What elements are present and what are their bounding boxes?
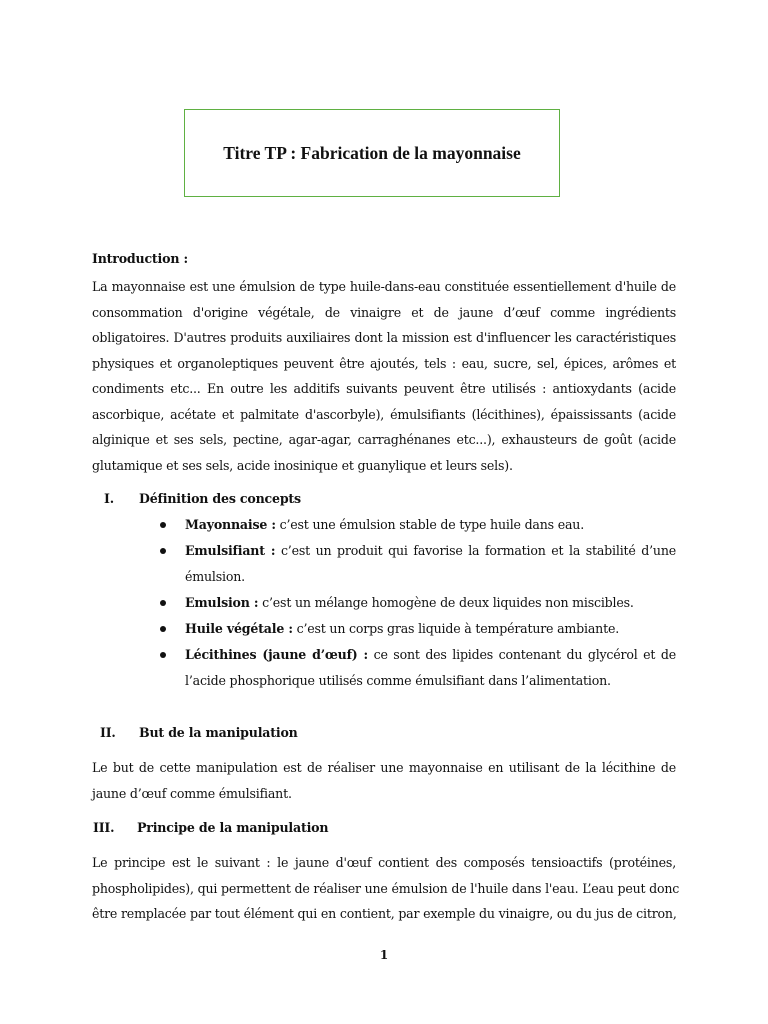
bullet-icon xyxy=(160,600,166,606)
paragraph-line: Le but de cette manipulation est de réaliser une mayonnaise en utilisant de la lécithine de xyxy=(92,760,676,775)
section-2-numeral: II. xyxy=(100,725,116,740)
intro-line: La mayonnaise est une émulsion de type huile-dans-eau constituée essentiellement d'huile de xyxy=(92,279,676,294)
definition-text: ce sont des lipides contenant du glycérol et de xyxy=(368,647,676,662)
definition-text: c’est un corps gras liquide à température ambiante. xyxy=(292,621,619,636)
paragraph-line: phospholipides), qui permettent de réaliser une émulsion de l'huile dans l'eau. L’eau peut donc xyxy=(92,880,680,896)
definition-term: Emulsion : xyxy=(185,595,259,610)
intro-line: obligatoires. D'autres produits auxiliaires dont la mission est d'influencer les caractéristiques xyxy=(92,330,676,345)
page-number: 1 xyxy=(379,948,389,962)
section-3-paragraph xyxy=(92,850,680,927)
definition-term: Huile végétale : xyxy=(185,621,293,636)
definition-text: c’est une émulsion stable de type huile dans eau. xyxy=(275,517,584,532)
section-3-numeral: III. xyxy=(93,820,115,835)
intro-line: consommation d'origine végétale, de vinaigre et de jaune d’œuf comme ingrédients xyxy=(92,304,676,320)
bullet-icon xyxy=(160,652,166,658)
bullet-icon xyxy=(160,548,166,554)
intro-line: ascorbique, acétate et palmitate d'ascorbyle), émulsifiants (lécithines), épaississants (acide xyxy=(92,406,676,422)
section-1-heading: Définition des concepts xyxy=(139,491,301,506)
list-item xyxy=(158,590,676,616)
intro-line: condiments etc... En outre les additifs suivants peuvent être utilisés : antioxydants (acide xyxy=(92,381,676,396)
intro-line: alginique et ses sels, pectine, agar-agar, carraghénanes etc...), exhausteurs de goût (acide xyxy=(92,432,676,447)
definition-text: c’est un mélange homogène de deux liquides non miscibles. xyxy=(258,595,634,610)
list-item xyxy=(158,538,676,590)
title-box xyxy=(184,109,560,197)
list-item xyxy=(158,642,676,694)
definition-text: c’est un produit qui favorise la formation et la stabilité d’une xyxy=(275,543,676,558)
intro-line: physiques et organoleptiques peuvent être ajoutés, tels : eau, sucre, sel, épices, arômes et xyxy=(92,355,676,371)
list-item xyxy=(158,512,676,538)
section-2-paragraph xyxy=(92,755,676,806)
definition-term: Lécithines (jaune d’œuf) : xyxy=(185,647,368,662)
section-3-heading: Principe de la manipulation xyxy=(137,820,329,835)
document-title: Titre TP : Fabrication de la mayonnaise xyxy=(223,142,521,163)
definition-term: Mayonnaise : xyxy=(185,517,276,532)
definitions-list xyxy=(158,512,676,694)
section-2-heading: But de la manipulation xyxy=(139,725,298,740)
intro-line: glutamique et ses sels, acide inosinique et guanylique et leurs sels). xyxy=(92,457,513,473)
paragraph-line: être remplacée par tout élément qui en contient, par exemple du vinaigre, ou du jus de citron, xyxy=(92,906,677,921)
list-item xyxy=(158,616,676,642)
bullet-icon xyxy=(160,626,166,632)
paragraph-line: jaune d’œuf comme émulsifiant. xyxy=(92,785,292,801)
definition-text: l’acide phosphorique utilisés comme émulsifiant dans l’alimentation. xyxy=(185,673,611,688)
intro-paragraph xyxy=(92,274,676,478)
definition-term: Emulsifiant : xyxy=(185,543,276,558)
definition-text: émulsion. xyxy=(185,569,245,584)
paragraph-line: Le principe est le suivant : le jaune d'œuf contient des composés tensioactifs (protéines, xyxy=(92,855,676,870)
intro-heading: Introduction : xyxy=(92,251,188,266)
section-1-numeral: I. xyxy=(104,491,114,506)
bullet-icon xyxy=(160,522,166,528)
